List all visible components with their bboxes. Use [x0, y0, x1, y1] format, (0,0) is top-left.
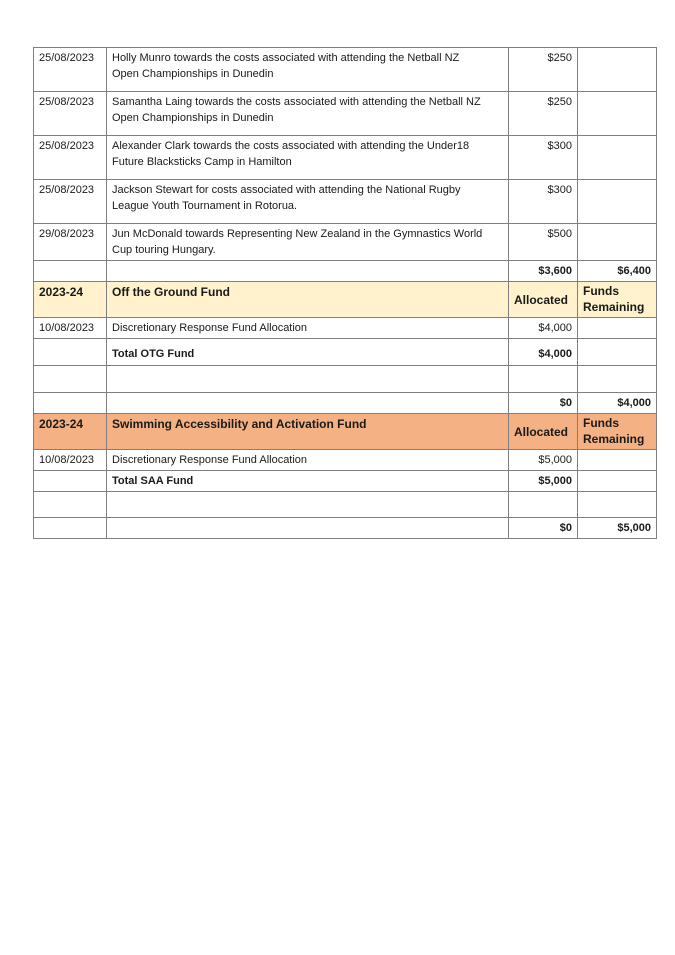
date-cell: 25/08/2023 [34, 136, 107, 180]
description-line: Alexander Clark towards the costs associated with attending the Under18 [112, 140, 470, 152]
description-line: League Youth Tournament in Rotorua. [112, 200, 298, 212]
funds-remaining-header [578, 282, 657, 318]
fund-total-row [34, 339, 657, 366]
description-cell [107, 92, 509, 136]
amount-cell: $4,000 [509, 318, 578, 339]
amount-cell: $250 [509, 92, 578, 136]
fund-allocations-table [33, 47, 657, 539]
fund-total-amount: $4,000 [509, 339, 578, 366]
description-cell [107, 48, 509, 92]
totals-row [34, 261, 657, 282]
amount-cell: $5,000 [509, 450, 578, 471]
blank-row [34, 366, 657, 393]
remaining-label: Remaining [583, 300, 645, 314]
totals-row [34, 518, 657, 539]
table-row [34, 318, 657, 339]
table-row [34, 92, 657, 136]
fund-header-row [34, 282, 657, 318]
funds-remaining-header [578, 414, 657, 450]
description-line: Jackson Stewart for costs associated with attending the National Rugby [112, 184, 461, 196]
fund-name: Swimming Accessibility and Activation Fund [107, 414, 509, 450]
date-cell: 25/08/2023 [34, 92, 107, 136]
table-row [34, 224, 657, 261]
fund-total-label: Total OTG Fund [107, 339, 509, 366]
amount-cell: $300 [509, 136, 578, 180]
date-cell: 10/08/2023 [34, 318, 107, 339]
description-line: Jun McDonald towards Representing New Zealand in the Gymnastics World [112, 228, 483, 240]
total-remaining: $6,400 [578, 261, 657, 282]
total-remaining: $4,000 [578, 393, 657, 414]
description-line: Holly Munro towards the costs associated with attending the Netball NZ [112, 52, 460, 64]
total-allocated: $3,600 [509, 261, 578, 282]
amount-cell: $250 [509, 48, 578, 92]
total-remaining: $5,000 [578, 518, 657, 539]
amount-cell: $300 [509, 180, 578, 224]
remaining-cell [578, 48, 657, 92]
date-cell: 29/08/2023 [34, 224, 107, 261]
fund-total-amount: $5,000 [509, 471, 578, 492]
amount-cell: $500 [509, 224, 578, 261]
fund-header-row [34, 414, 657, 450]
description-line: Cup touring Hungary. [112, 244, 216, 256]
totals-row [34, 393, 657, 414]
description-cell: Discretionary Response Fund Allocation [107, 318, 509, 339]
description-line: Open Championships in Dunedin [112, 112, 274, 124]
remaining-cell [578, 136, 657, 180]
description-line: Samantha Laing towards the costs associated with attending the Netball NZ [112, 96, 481, 108]
allocated-header: Allocated [509, 414, 578, 450]
table-row [34, 48, 657, 92]
remaining-cell [578, 92, 657, 136]
date-cell: 10/08/2023 [34, 450, 107, 471]
total-allocated: $0 [509, 393, 578, 414]
description-cell: Discretionary Response Fund Allocation [107, 450, 509, 471]
fund-year: 2023-24 [34, 414, 107, 450]
remaining-label: Remaining [583, 432, 645, 446]
description-cell [107, 224, 509, 261]
table-row [34, 136, 657, 180]
fund-name: Off the Ground Fund [107, 282, 509, 318]
allocated-header: Allocated [509, 282, 578, 318]
remaining-cell [578, 224, 657, 261]
date-cell: 25/08/2023 [34, 48, 107, 92]
table-row [34, 450, 657, 471]
total-allocated: $0 [509, 518, 578, 539]
fund-total-row [34, 471, 657, 492]
description-cell [107, 180, 509, 224]
fund-year: 2023-24 [34, 282, 107, 318]
description-cell [107, 136, 509, 180]
funds-label: Funds [583, 284, 619, 298]
description-line: Open Championships in Dunedin [112, 68, 274, 80]
description-line: Future Blacksticks Camp in Hamilton [112, 156, 292, 168]
blank-row [34, 492, 657, 518]
table-row [34, 180, 657, 224]
date-cell: 25/08/2023 [34, 180, 107, 224]
funds-label: Funds [583, 416, 619, 430]
remaining-cell [578, 180, 657, 224]
fund-total-label: Total SAA Fund [107, 471, 509, 492]
